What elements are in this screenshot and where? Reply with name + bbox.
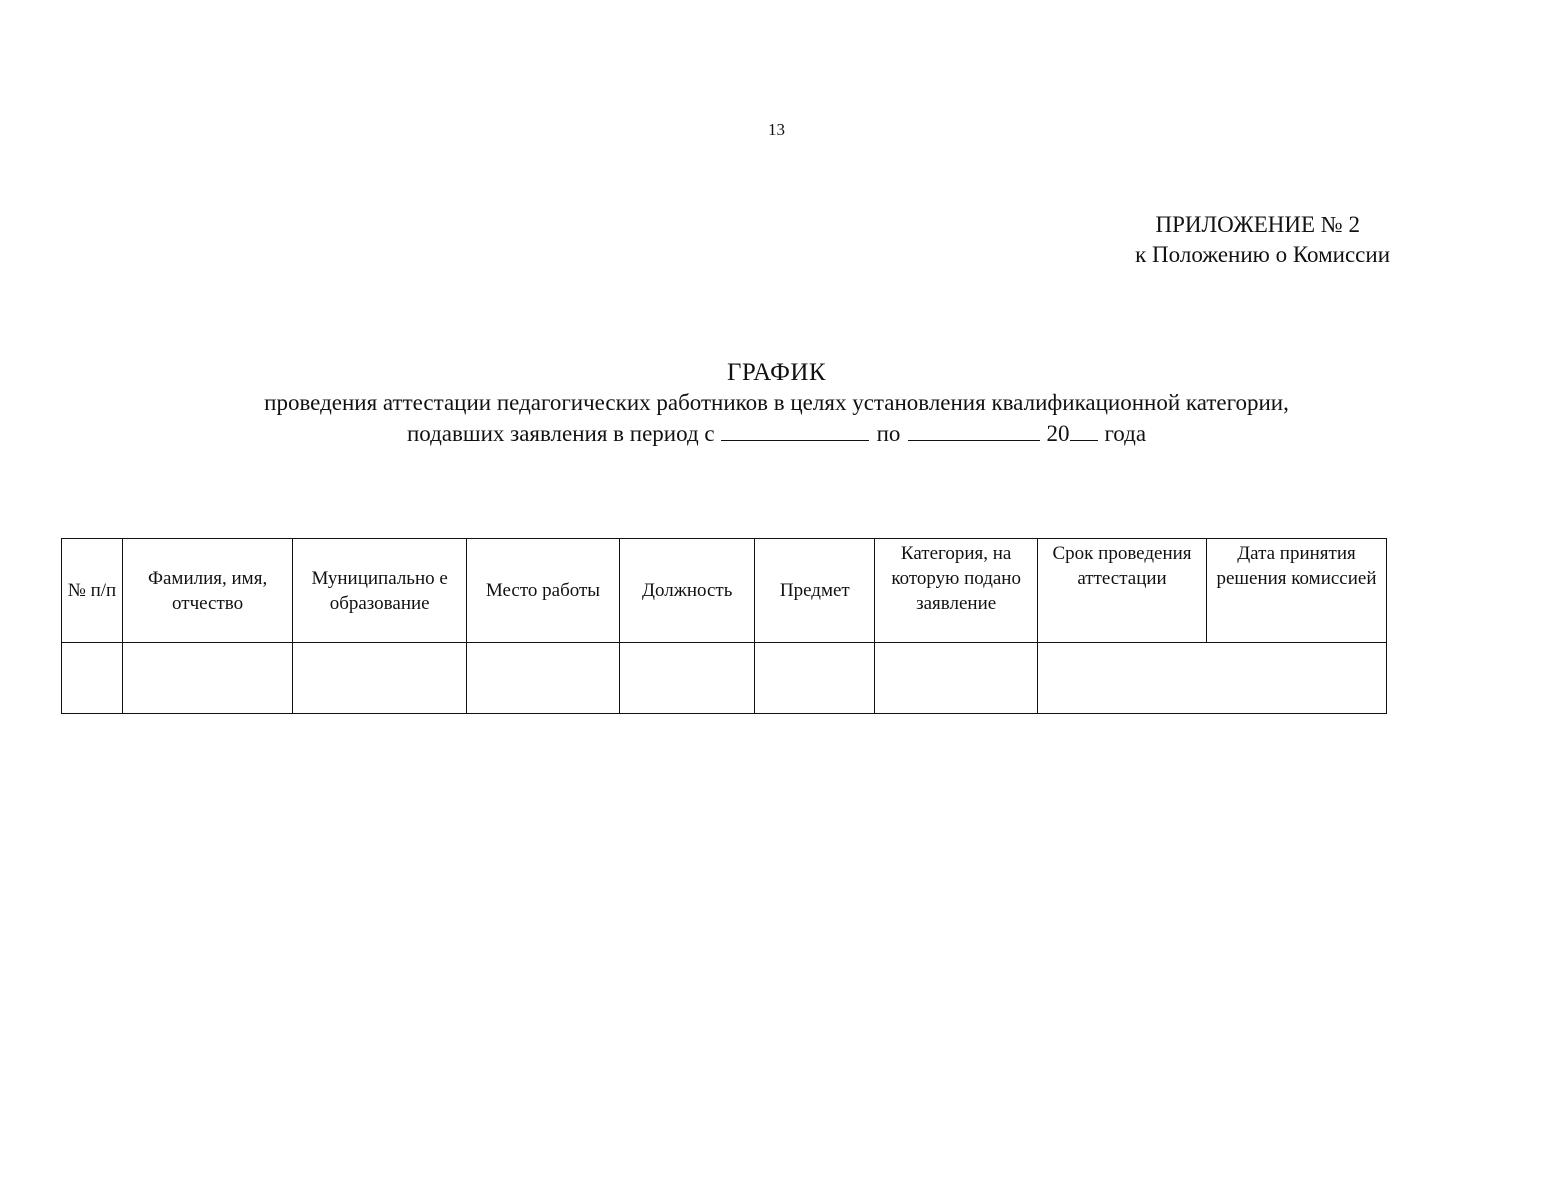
appendix-header — [1135, 210, 1390, 270]
cell-category — [875, 643, 1038, 714]
document-subtitle: проведения аттестации педагогических работников в целях установления квалификационной категории, — [264, 390, 1289, 415]
cell-number — [62, 643, 123, 714]
page-number: 13 — [768, 120, 785, 139]
header-workplace: Место работы — [467, 539, 620, 643]
period-label-start: подавших заявления в период с — [406, 421, 715, 446]
header-full-name: Фамилия, имя, отчество — [122, 539, 292, 643]
header-subject: Предмет — [755, 539, 875, 643]
header-category: Категория, на которую подано заявление — [875, 539, 1038, 643]
cell-subject — [755, 643, 875, 714]
document-title-block — [0, 358, 1553, 449]
cell-term-and-decision — [1038, 643, 1387, 714]
cell-position — [619, 643, 755, 714]
table-header-row — [62, 539, 1387, 643]
period-from-blank — [721, 418, 869, 441]
cell-municipality — [293, 643, 467, 714]
appendix-title: ПРИЛОЖЕНИЕ № 2 — [1155, 212, 1360, 237]
document-heading: ГРАФИК — [726, 359, 827, 386]
attestation-schedule-table — [61, 538, 1387, 714]
cell-workplace — [467, 643, 620, 714]
header-number: № п/п — [62, 539, 123, 643]
year-label: года — [1104, 421, 1147, 446]
header-municipality: Муниципально е образование — [293, 539, 467, 643]
header-attestation-term: Срок проведения аттестации — [1038, 539, 1207, 643]
header-position: Должность — [619, 539, 755, 643]
period-label-to: по — [876, 421, 901, 446]
period-to-blank — [908, 418, 1040, 441]
table-row — [62, 643, 1387, 714]
year-blank — [1070, 418, 1098, 441]
cell-full-name — [122, 643, 292, 714]
year-prefix: 20 — [1046, 421, 1070, 446]
period-line — [0, 418, 1553, 449]
appendix-reference: к Положению о Комиссии — [1135, 242, 1390, 267]
header-decision-date: Дата принятия решения комиссией — [1206, 539, 1386, 643]
